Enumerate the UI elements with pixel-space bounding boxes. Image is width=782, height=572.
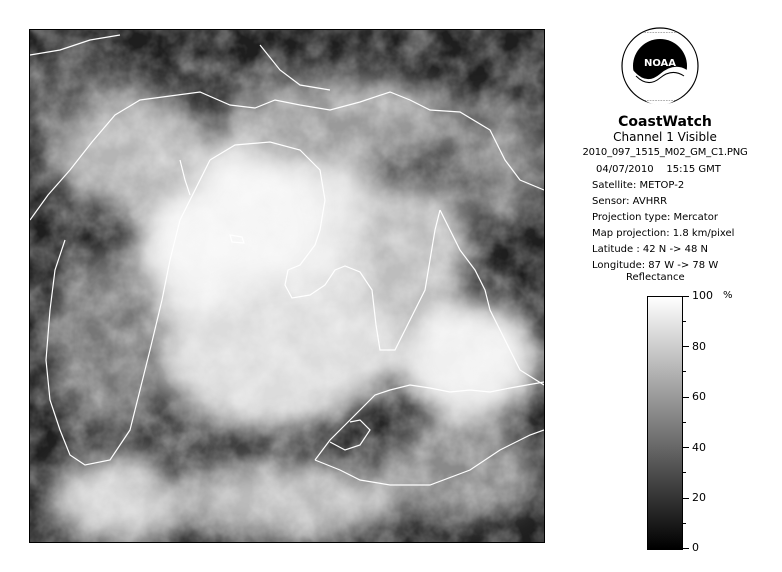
colorbar-tick-minor xyxy=(682,422,686,423)
satellite-map xyxy=(29,29,545,543)
colorbar-label-0: 0 xyxy=(692,541,699,554)
reflectance-colorbar xyxy=(647,296,683,550)
noaa-logo xyxy=(620,26,700,106)
time-value: 15:15 GMT xyxy=(666,164,721,175)
colorbar-tick xyxy=(682,296,689,297)
svg-text:·····················: ····················· xyxy=(643,30,677,36)
colorbar-label-40: 40 xyxy=(692,441,706,454)
noaa-logo-text: NOAA xyxy=(643,58,677,69)
product-title: CoastWatch xyxy=(618,114,712,130)
satellite-line: Satellite: METOP-2 xyxy=(592,180,685,191)
colorbar-title: Reflectance xyxy=(626,272,685,283)
colorbar-tick xyxy=(682,498,689,499)
file-name: 2010_097_1515_M02_GM_C1.PNG xyxy=(582,147,748,158)
latitude-line: Latitude : 42 N -> 48 N xyxy=(592,244,708,255)
colorbar-label-100: 100 xyxy=(692,289,713,302)
colorbar-tick xyxy=(682,447,689,448)
longitude-line: Longitude: 87 W -> 78 W xyxy=(592,260,719,271)
satellite-image xyxy=(30,30,544,542)
colorbar-tick-minor xyxy=(682,321,686,322)
projection-type-line: Projection type: Mercator xyxy=(592,212,718,223)
colorbar-tick-minor xyxy=(682,523,686,524)
colorbar-tick xyxy=(682,346,689,347)
colorbar-label-20: 20 xyxy=(692,491,706,504)
date-time-line xyxy=(596,164,721,175)
svg-text:·····················: ····················· xyxy=(643,98,677,104)
colorbar-tick-minor xyxy=(682,371,686,372)
channel-label: Channel 1 Visible xyxy=(613,130,717,144)
map-projection-line: Map projection: 1.8 km/pixel xyxy=(592,228,735,239)
colorbar-tick-minor xyxy=(682,472,686,473)
colorbar-unit: % xyxy=(723,290,733,301)
colorbar-label-60: 60 xyxy=(692,390,706,403)
colorbar-tick xyxy=(682,397,689,398)
date-value: 04/07/2010 xyxy=(596,164,654,175)
sensor-line: Sensor: AVHRR xyxy=(592,196,668,207)
colorbar-label-80: 80 xyxy=(692,340,706,353)
colorbar-tick xyxy=(682,548,689,549)
